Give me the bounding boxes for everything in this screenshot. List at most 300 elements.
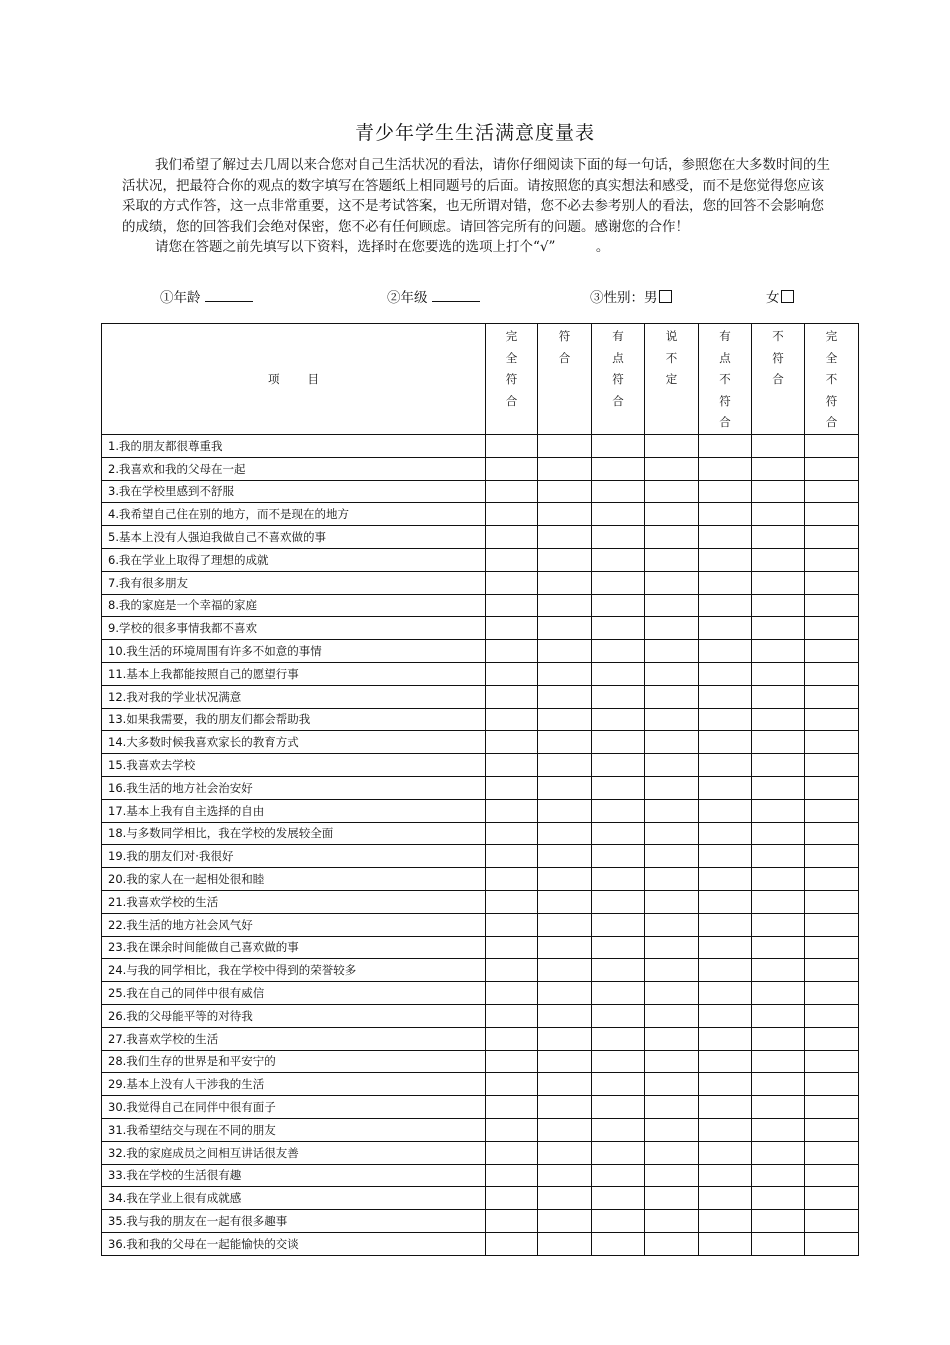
male-checkbox[interactable] <box>659 290 672 303</box>
answer-cell-completely-agree[interactable] <box>486 1073 538 1096</box>
answer-cell-disagree[interactable] <box>752 982 805 1005</box>
answer-cell-disagree[interactable] <box>752 1210 805 1233</box>
answer-cell-agree[interactable] <box>538 480 592 503</box>
answer-cell-somewhat-agree[interactable] <box>592 799 645 822</box>
answer-cell-unsure[interactable] <box>645 1164 699 1187</box>
answer-cell-unsure[interactable] <box>645 754 699 777</box>
answer-cell-somewhat-disagree[interactable] <box>699 1141 752 1164</box>
answer-cell-unsure[interactable] <box>645 1096 699 1119</box>
answer-cell-unsure[interactable] <box>645 548 699 571</box>
answer-cell-completely-disagree[interactable] <box>805 480 859 503</box>
option-header-char: 完 <box>825 329 838 343</box>
answer-cell-completely-agree[interactable] <box>486 982 538 1005</box>
answer-cell-completely-disagree[interactable] <box>805 731 859 754</box>
answer-cell-disagree[interactable] <box>752 1187 805 1210</box>
answer-cell-completely-disagree[interactable] <box>805 457 859 480</box>
option-header-char: 符 <box>719 393 731 408</box>
answer-cell-completely-disagree[interactable] <box>805 822 859 845</box>
gender-female-label: 女 <box>766 290 780 306</box>
option-header-char: 符 <box>772 350 784 365</box>
question-text: 27.我喜欢学校的生活 <box>102 1027 486 1050</box>
answer-cell-unsure[interactable] <box>645 1004 699 1027</box>
answer-cell-completely-disagree[interactable] <box>805 776 859 799</box>
answer-cell-somewhat-disagree[interactable] <box>699 685 752 708</box>
answer-cell-agree[interactable] <box>538 594 592 617</box>
answer-cell-completely-agree[interactable] <box>486 868 538 891</box>
answer-cell-disagree[interactable] <box>752 799 805 822</box>
question-text: 11.基本上我都能按照自己的愿望行事 <box>102 662 486 685</box>
answer-cell-completely-disagree[interactable] <box>805 1073 859 1096</box>
answer-cell-completely-disagree[interactable] <box>805 617 859 640</box>
question-text: 13.如果我需要，我的朋友们都会帮助我 <box>102 708 486 731</box>
answer-cell-somewhat-disagree[interactable] <box>699 594 752 617</box>
answer-cell-somewhat-agree[interactable] <box>592 1118 645 1141</box>
answer-cell-agree[interactable] <box>538 503 592 526</box>
answer-cell-somewhat-agree[interactable] <box>592 731 645 754</box>
option-header-char: 有 <box>612 329 624 343</box>
answer-cell-completely-agree[interactable] <box>486 959 538 982</box>
answer-cell-agree[interactable] <box>538 890 592 913</box>
answer-cell-somewhat-agree[interactable] <box>592 822 645 845</box>
answer-cell-disagree[interactable] <box>752 1050 805 1073</box>
answer-cell-agree[interactable] <box>538 526 592 549</box>
answer-cell-somewhat-disagree[interactable] <box>699 799 752 822</box>
answer-cell-somewhat-disagree[interactable] <box>699 435 752 458</box>
answer-cell-unsure[interactable] <box>645 1141 699 1164</box>
answer-cell-somewhat-disagree[interactable] <box>699 776 752 799</box>
answer-cell-somewhat-disagree[interactable] <box>699 1096 752 1119</box>
answer-cell-somewhat-disagree[interactable] <box>699 640 752 663</box>
answer-cell-completely-disagree[interactable] <box>805 1004 859 1027</box>
answer-cell-somewhat-agree[interactable] <box>592 868 645 891</box>
answer-cell-somewhat-disagree[interactable] <box>699 982 752 1005</box>
answer-cell-agree[interactable] <box>538 799 592 822</box>
table-row <box>102 868 859 891</box>
answer-cell-agree[interactable] <box>538 1210 592 1233</box>
answer-cell-completely-agree[interactable] <box>486 457 538 480</box>
option-header-char: 合 <box>612 393 624 408</box>
answer-cell-completely-disagree[interactable] <box>805 959 859 982</box>
answer-cell-completely-agree[interactable] <box>486 571 538 594</box>
answer-cell-unsure[interactable] <box>645 799 699 822</box>
answer-cell-completely-agree[interactable] <box>486 594 538 617</box>
answer-cell-somewhat-disagree[interactable] <box>699 1118 752 1141</box>
answer-cell-disagree[interactable] <box>752 548 805 571</box>
answer-cell-somewhat-disagree[interactable] <box>699 617 752 640</box>
answer-cell-completely-disagree[interactable] <box>805 1118 859 1141</box>
age-blank[interactable] <box>205 287 253 302</box>
answer-cell-somewhat-disagree[interactable] <box>699 503 752 526</box>
answer-cell-somewhat-agree[interactable] <box>592 1210 645 1233</box>
answer-cell-unsure[interactable] <box>645 708 699 731</box>
answer-cell-completely-agree[interactable] <box>486 503 538 526</box>
answer-cell-disagree[interactable] <box>752 662 805 685</box>
question-text: 6.我在学业上取得了理想的成就 <box>102 548 486 571</box>
answer-cell-completely-agree[interactable] <box>486 1027 538 1050</box>
answer-cell-somewhat-disagree[interactable] <box>699 1004 752 1027</box>
answer-cell-somewhat-disagree[interactable] <box>699 959 752 982</box>
answer-cell-disagree[interactable] <box>752 435 805 458</box>
answer-cell-unsure[interactable] <box>645 640 699 663</box>
answer-cell-somewhat-disagree[interactable] <box>699 913 752 936</box>
answer-cell-completely-disagree[interactable] <box>805 1164 859 1187</box>
answer-cell-somewhat-disagree[interactable] <box>699 845 752 868</box>
answer-cell-somewhat-agree[interactable] <box>592 548 645 571</box>
answer-cell-disagree[interactable] <box>752 936 805 959</box>
answer-cell-completely-agree[interactable] <box>486 776 538 799</box>
answer-cell-somewhat-agree[interactable] <box>592 480 645 503</box>
answer-cell-somewhat-agree[interactable] <box>592 890 645 913</box>
question-text: 1.我的朋友都很尊重我 <box>102 435 486 458</box>
questionnaire-table <box>101 323 859 1256</box>
answer-cell-somewhat-agree[interactable] <box>592 662 645 685</box>
answer-cell-agree[interactable] <box>538 1050 592 1073</box>
answer-cell-completely-disagree[interactable] <box>805 640 859 663</box>
answer-cell-completely-disagree[interactable] <box>805 799 859 822</box>
answer-cell-completely-disagree[interactable] <box>805 571 859 594</box>
answer-cell-somewhat-agree[interactable] <box>592 526 645 549</box>
answer-cell-disagree[interactable] <box>752 845 805 868</box>
answer-cell-completely-disagree[interactable] <box>805 982 859 1005</box>
answer-cell-somewhat-agree[interactable] <box>592 1164 645 1187</box>
answer-cell-agree[interactable] <box>538 845 592 868</box>
answer-cell-disagree[interactable] <box>752 480 805 503</box>
gender-male-field[interactable] <box>590 286 672 306</box>
option-header-char: 说 <box>665 329 678 343</box>
answer-cell-agree[interactable] <box>538 754 592 777</box>
answer-cell-agree[interactable] <box>538 662 592 685</box>
answer-cell-agree[interactable] <box>538 1118 592 1141</box>
answer-cell-agree[interactable] <box>538 913 592 936</box>
answer-cell-unsure[interactable] <box>645 822 699 845</box>
answer-cell-somewhat-disagree[interactable] <box>699 1210 752 1233</box>
answer-cell-completely-disagree[interactable] <box>805 662 859 685</box>
answer-cell-somewhat-disagree[interactable] <box>699 1164 752 1187</box>
answer-cell-somewhat-disagree[interactable] <box>699 1027 752 1050</box>
answer-cell-somewhat-agree[interactable] <box>592 959 645 982</box>
answer-cell-completely-agree[interactable] <box>486 708 538 731</box>
age-field[interactable] <box>160 286 253 306</box>
question-text: 30.我觉得自己在同伴中很有面子 <box>102 1096 486 1119</box>
answer-cell-agree[interactable] <box>538 1187 592 1210</box>
answer-cell-unsure[interactable] <box>645 845 699 868</box>
table-row <box>102 548 859 571</box>
answer-cell-disagree[interactable] <box>752 1232 805 1255</box>
answer-cell-completely-agree[interactable] <box>486 435 538 458</box>
answer-cell-completely-agree[interactable] <box>486 1164 538 1187</box>
question-text: 32.我的家庭成员之间相互讲话很友善 <box>102 1141 486 1164</box>
answer-cell-somewhat-agree[interactable] <box>592 1232 645 1255</box>
answer-cell-unsure[interactable] <box>645 526 699 549</box>
answer-cell-completely-agree[interactable] <box>486 913 538 936</box>
answer-cell-completely-disagree[interactable] <box>805 868 859 891</box>
answer-cell-unsure[interactable] <box>645 594 699 617</box>
question-text: 9.学校的很多事情我都不喜欢 <box>102 617 486 640</box>
answer-cell-completely-disagree[interactable] <box>805 845 859 868</box>
answer-cell-somewhat-agree[interactable] <box>592 457 645 480</box>
item-column-header: 项目 <box>102 324 486 435</box>
answer-cell-somewhat-agree[interactable] <box>592 1141 645 1164</box>
answer-cell-completely-agree[interactable] <box>486 1141 538 1164</box>
grade-field[interactable] <box>387 286 480 306</box>
answer-cell-disagree[interactable] <box>752 685 805 708</box>
answer-cell-completely-agree[interactable] <box>486 1096 538 1119</box>
answer-cell-somewhat-agree[interactable] <box>592 1187 645 1210</box>
table-row <box>102 1187 859 1210</box>
answer-cell-disagree[interactable] <box>752 1027 805 1050</box>
answer-cell-completely-disagree[interactable] <box>805 1027 859 1050</box>
answer-cell-unsure[interactable] <box>645 1187 699 1210</box>
answer-cell-completely-disagree[interactable] <box>805 1210 859 1233</box>
answer-cell-unsure[interactable] <box>645 1118 699 1141</box>
answer-cell-somewhat-disagree[interactable] <box>699 822 752 845</box>
answer-cell-agree[interactable] <box>538 936 592 959</box>
answer-cell-agree[interactable] <box>538 435 592 458</box>
answer-cell-somewhat-agree[interactable] <box>592 776 645 799</box>
answer-cell-somewhat-disagree[interactable] <box>699 731 752 754</box>
answer-cell-somewhat-agree[interactable] <box>592 936 645 959</box>
answer-cell-completely-agree[interactable] <box>486 731 538 754</box>
answer-cell-agree[interactable] <box>538 617 592 640</box>
answer-cell-somewhat-disagree[interactable] <box>699 457 752 480</box>
answer-cell-somewhat-agree[interactable] <box>592 1050 645 1073</box>
answer-cell-unsure[interactable] <box>645 959 699 982</box>
answer-cell-completely-disagree[interactable] <box>805 1141 859 1164</box>
answer-cell-unsure[interactable] <box>645 685 699 708</box>
answer-cell-completely-agree[interactable] <box>486 754 538 777</box>
answer-cell-disagree[interactable] <box>752 571 805 594</box>
answer-cell-agree[interactable] <box>538 731 592 754</box>
answer-cell-completely-disagree[interactable] <box>805 1096 859 1119</box>
answer-cell-agree[interactable] <box>538 1004 592 1027</box>
answer-cell-somewhat-agree[interactable] <box>592 1004 645 1027</box>
answer-cell-somewhat-agree[interactable] <box>592 982 645 1005</box>
answer-cell-somewhat-disagree[interactable] <box>699 526 752 549</box>
answer-cell-somewhat-agree[interactable] <box>592 913 645 936</box>
question-text: 24.与我的同学相比，我在学校中得到的荣誉较多 <box>102 959 486 982</box>
answer-cell-completely-agree[interactable] <box>486 640 538 663</box>
answer-cell-completely-agree[interactable] <box>486 480 538 503</box>
question-text: 2.我喜欢和我的父母在一起 <box>102 457 486 480</box>
answer-cell-agree[interactable] <box>538 776 592 799</box>
question-text: 35.我与我的朋友在一起有很多趣事 <box>102 1210 486 1233</box>
answer-cell-agree[interactable] <box>538 708 592 731</box>
answer-cell-disagree[interactable] <box>752 1118 805 1141</box>
answer-cell-unsure[interactable] <box>645 1050 699 1073</box>
answer-cell-unsure[interactable] <box>645 1073 699 1096</box>
table-row <box>102 1232 859 1255</box>
answer-cell-somewhat-disagree[interactable] <box>699 1073 752 1096</box>
answer-cell-completely-disagree[interactable] <box>805 685 859 708</box>
answer-cell-unsure[interactable] <box>645 503 699 526</box>
answer-cell-disagree[interactable] <box>752 526 805 549</box>
answer-cell-completely-disagree[interactable] <box>805 1232 859 1255</box>
female-checkbox[interactable] <box>781 290 794 303</box>
question-text: 15.我喜欢去学校 <box>102 754 486 777</box>
answer-cell-agree[interactable] <box>538 548 592 571</box>
answer-cell-unsure[interactable] <box>645 571 699 594</box>
answer-cell-disagree[interactable] <box>752 640 805 663</box>
answer-cell-unsure[interactable] <box>645 1232 699 1255</box>
table-row <box>102 890 859 913</box>
answer-cell-completely-disagree[interactable] <box>805 754 859 777</box>
option-header-char: 不 <box>825 372 838 386</box>
answer-cell-completely-disagree[interactable] <box>805 526 859 549</box>
answer-cell-somewhat-agree[interactable] <box>592 435 645 458</box>
answer-cell-disagree[interactable] <box>752 731 805 754</box>
answer-cell-somewhat-agree[interactable] <box>592 617 645 640</box>
answer-cell-agree[interactable] <box>538 1096 592 1119</box>
answer-cell-disagree[interactable] <box>752 913 805 936</box>
answer-cell-disagree[interactable] <box>752 708 805 731</box>
answer-cell-completely-agree[interactable] <box>486 822 538 845</box>
answer-cell-somewhat-agree[interactable] <box>592 685 645 708</box>
answer-cell-somewhat-disagree[interactable] <box>699 936 752 959</box>
answer-cell-completely-disagree[interactable] <box>805 913 859 936</box>
answer-cell-completely-disagree[interactable] <box>805 594 859 617</box>
option-header-agree <box>538 324 592 435</box>
instructions-paragraph-1: 我们希望了解过去几周以来合您对自己生活状况的看法，请你仔细阅读下面的每一句话，参照您在大多数时间的生活状况，把最符合你的观点的数字填写在答题纸上相同题号的后面。请按照您的真实想法和感受，而不是您觉得您应该采取的方式作答，这一点非常重要，这不是考试答案，也无所谓对错，您不必去参考别人的看法，您的回答不会影响您的成绩，您的回答我们会绝对保密，您不必有任何顾虑。请回答完所有的问题。感谢您的合作！ <box>122 157 830 235</box>
answer-cell-unsure[interactable] <box>645 480 699 503</box>
gender-female-field[interactable] <box>766 286 794 306</box>
answer-cell-disagree[interactable] <box>752 890 805 913</box>
answer-cell-completely-agree[interactable] <box>486 936 538 959</box>
answer-cell-agree[interactable] <box>538 571 592 594</box>
answer-cell-completely-agree[interactable] <box>486 1232 538 1255</box>
table-row <box>102 1164 859 1187</box>
answer-cell-completely-agree[interactable] <box>486 662 538 685</box>
answer-cell-agree[interactable] <box>538 640 592 663</box>
answer-cell-somewhat-agree[interactable] <box>592 571 645 594</box>
question-text: 23.我在课余时间能做自己喜欢做的事 <box>102 936 486 959</box>
answer-cell-agree[interactable] <box>538 1164 592 1187</box>
answer-cell-somewhat-disagree[interactable] <box>699 480 752 503</box>
answer-cell-disagree[interactable] <box>752 457 805 480</box>
answer-cell-completely-disagree[interactable] <box>805 708 859 731</box>
answer-cell-unsure[interactable] <box>645 457 699 480</box>
answer-cell-completely-agree[interactable] <box>486 890 538 913</box>
table-row <box>102 594 859 617</box>
answer-cell-somewhat-disagree[interactable] <box>699 708 752 731</box>
answer-cell-disagree[interactable] <box>752 1096 805 1119</box>
answer-cell-disagree[interactable] <box>752 959 805 982</box>
answer-cell-unsure[interactable] <box>645 913 699 936</box>
answer-cell-somewhat-disagree[interactable] <box>699 1232 752 1255</box>
answer-cell-completely-agree[interactable] <box>486 1050 538 1073</box>
table-row <box>102 1004 859 1027</box>
answer-cell-completely-disagree[interactable] <box>805 435 859 458</box>
answer-cell-somewhat-disagree[interactable] <box>699 1050 752 1073</box>
answer-cell-disagree[interactable] <box>752 1164 805 1187</box>
answer-cell-completely-agree[interactable] <box>486 1210 538 1233</box>
question-text: 31.我希望结交与现在不同的朋友 <box>102 1118 486 1141</box>
answer-cell-somewhat-disagree[interactable] <box>699 662 752 685</box>
question-text: 29.基本上没有人干涉我的生活 <box>102 1073 486 1096</box>
question-text: 8.我的家庭是一个幸福的家庭 <box>102 594 486 617</box>
answer-cell-unsure[interactable] <box>645 776 699 799</box>
answer-cell-completely-disagree[interactable] <box>805 1050 859 1073</box>
answer-cell-somewhat-disagree[interactable] <box>699 548 752 571</box>
answer-cell-disagree[interactable] <box>752 754 805 777</box>
answer-cell-unsure[interactable] <box>645 662 699 685</box>
answer-cell-disagree[interactable] <box>752 503 805 526</box>
answer-cell-completely-agree[interactable] <box>486 685 538 708</box>
answer-cell-agree[interactable] <box>538 959 592 982</box>
option-header-char: 符 <box>825 393 838 408</box>
answer-cell-unsure[interactable] <box>645 435 699 458</box>
answer-cell-disagree[interactable] <box>752 1073 805 1096</box>
answer-cell-completely-agree[interactable] <box>486 1187 538 1210</box>
answer-cell-completely-agree[interactable] <box>486 1118 538 1141</box>
answer-cell-agree[interactable] <box>538 982 592 1005</box>
answer-cell-unsure[interactable] <box>645 1210 699 1233</box>
answer-cell-agree[interactable] <box>538 685 592 708</box>
answer-cell-completely-disagree[interactable] <box>805 1187 859 1210</box>
option-header-disagree <box>752 324 805 435</box>
answer-cell-somewhat-agree[interactable] <box>592 594 645 617</box>
answer-cell-somewhat-agree[interactable] <box>592 1096 645 1119</box>
answer-cell-disagree[interactable] <box>752 594 805 617</box>
answer-cell-unsure[interactable] <box>645 731 699 754</box>
answer-cell-completely-agree[interactable] <box>486 1004 538 1027</box>
answer-cell-disagree[interactable] <box>752 868 805 891</box>
answer-cell-agree[interactable] <box>538 1027 592 1050</box>
answer-cell-somewhat-agree[interactable] <box>592 503 645 526</box>
answer-cell-somewhat-agree[interactable] <box>592 640 645 663</box>
answer-cell-agree[interactable] <box>538 1141 592 1164</box>
answer-cell-completely-disagree[interactable] <box>805 503 859 526</box>
answer-cell-agree[interactable] <box>538 822 592 845</box>
answer-cell-somewhat-agree[interactable] <box>592 754 645 777</box>
answer-cell-unsure[interactable] <box>645 868 699 891</box>
option-header-char: 符 <box>558 329 571 343</box>
answer-cell-somewhat-disagree[interactable] <box>699 1187 752 1210</box>
answer-cell-completely-disagree[interactable] <box>805 548 859 571</box>
answer-cell-unsure[interactable] <box>645 890 699 913</box>
answer-cell-somewhat-disagree[interactable] <box>699 890 752 913</box>
answer-cell-disagree[interactable] <box>752 1004 805 1027</box>
answer-cell-agree[interactable] <box>538 1232 592 1255</box>
answer-cell-completely-agree[interactable] <box>486 548 538 571</box>
answer-cell-completely-disagree[interactable] <box>805 936 859 959</box>
answer-cell-disagree[interactable] <box>752 617 805 640</box>
answer-cell-completely-agree[interactable] <box>486 617 538 640</box>
question-text: 4.我希望自己住在别的地方，而不是现在的地方 <box>102 503 486 526</box>
answer-cell-completely-disagree[interactable] <box>805 890 859 913</box>
answer-cell-completely-agree[interactable] <box>486 526 538 549</box>
answer-cell-agree[interactable] <box>538 1073 592 1096</box>
answer-cell-unsure[interactable] <box>645 936 699 959</box>
answer-cell-unsure[interactable] <box>645 617 699 640</box>
answer-cell-somewhat-agree[interactable] <box>592 708 645 731</box>
answer-cell-agree[interactable] <box>538 457 592 480</box>
answer-cell-somewhat-disagree[interactable] <box>699 868 752 891</box>
answer-cell-disagree[interactable] <box>752 776 805 799</box>
answer-cell-completely-agree[interactable] <box>486 845 538 868</box>
answer-cell-disagree[interactable] <box>752 822 805 845</box>
answer-cell-agree[interactable] <box>538 868 592 891</box>
answer-cell-unsure[interactable] <box>645 1027 699 1050</box>
answer-cell-somewhat-disagree[interactable] <box>699 571 752 594</box>
answer-cell-somewhat-agree[interactable] <box>592 1073 645 1096</box>
answer-cell-somewhat-agree[interactable] <box>592 1027 645 1050</box>
answer-cell-unsure[interactable] <box>645 982 699 1005</box>
answer-cell-somewhat-agree[interactable] <box>592 845 645 868</box>
answer-cell-somewhat-disagree[interactable] <box>699 754 752 777</box>
answer-cell-completely-agree[interactable] <box>486 799 538 822</box>
grade-blank[interactable] <box>432 287 480 302</box>
answer-cell-disagree[interactable] <box>752 1141 805 1164</box>
